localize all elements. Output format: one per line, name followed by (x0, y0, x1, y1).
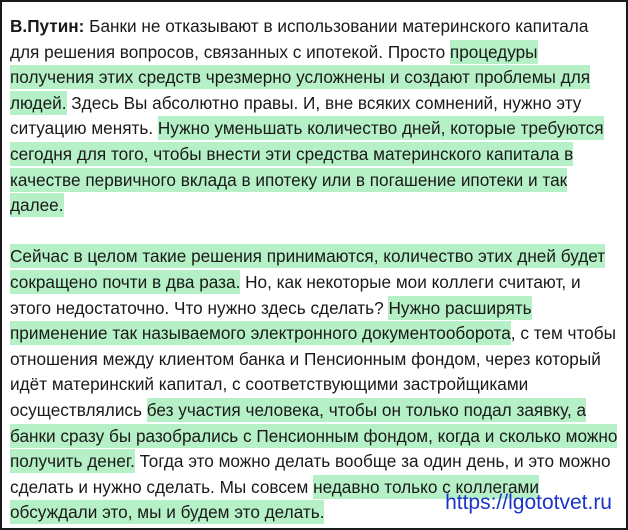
text-segment: Здесь Вы абсолютно правы. И, вне всяких сомнений, нужно эту ситуацию менять. (10, 92, 582, 139)
text-segment: Банки не отказывают в использовании материнского капитала для решения вопросов, связанных с ипотекой. Просто (10, 16, 589, 62)
source-link[interactable]: https://lgototvet.ru (445, 491, 612, 514)
highlighted-text-segment: Сейчас в целом такие решения принимаются, количество этих дней будет сокращено почти в два раза. (10, 246, 606, 292)
highlighted-text-segment: недавно только с коллегами обсуждали это, мы и будем это делать. (10, 476, 539, 523)
paragraph-2 (10, 244, 622, 526)
highlighted-text-segment: Нужно расширять применение так называемого электронного документооборота (10, 297, 532, 344)
text-segment: Но, как некоторые мои коллеги считают, и этого недостаточно. Что нужно здесь сделать? (10, 271, 581, 318)
speaker-name: В.Путин: (10, 16, 85, 36)
text-segment: Тогда это можно делать вообще за один день, и это можно сделать и нужно сделать. Мы совсем (10, 451, 611, 497)
highlighted-text-segment: без участия человека, чтобы он только подал заявку, а банки сразу бы разобрались с Пенсионным фондом, когда и сколько можно получить денег. (10, 399, 618, 472)
highlighted-text-segment: Нужно уменьшать количество дней, которые требуются сегодня для того, чтобы внести эти средства материнского капитала в качестве первичного вклада в ипотеку или в погашение ипотеки и так далее. (10, 118, 604, 216)
paragraph-1 (10, 14, 622, 219)
highlighted-text-segment: процедуры получения этих средств чрезмерно усложнены и создают проблемы для людей. (10, 41, 591, 113)
text-segment: , с тем чтобы отношения между клиентом банка и Пенсионным фондом, через который идёт материнский капитал, с соответствующими застройщиками осуществлялись (10, 323, 616, 420)
quote-content (10, 14, 622, 526)
